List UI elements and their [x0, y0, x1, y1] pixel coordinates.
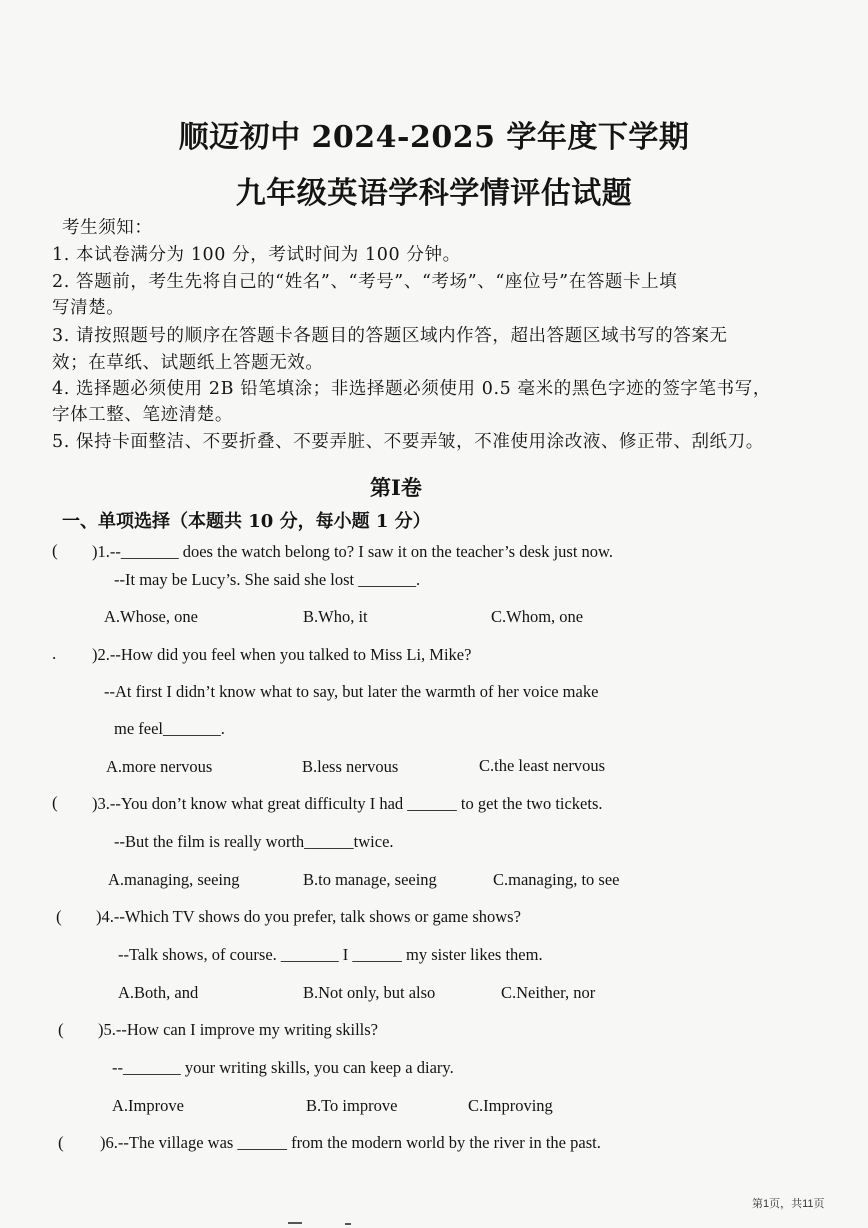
- question-2-stem: )2.--How did you feel when you talked to Miss Li, Mike?: [92, 645, 472, 664]
- notice-line-2: 2. 答题前，考生先将自己的“姓名”、“考号”、“考场”、“座位号”在答题卡上填: [52, 272, 678, 292]
- question-3-option-a: A.managing, seeing: [108, 870, 240, 889]
- question-3-reply: --But the film is really worth______twice.: [114, 832, 394, 851]
- question-1-option-b: B.Who, it: [303, 607, 368, 626]
- answer-paren: .: [52, 644, 57, 663]
- volume-title: 第I卷: [370, 475, 422, 500]
- question-5-option-a: A.Improve: [112, 1096, 184, 1115]
- answer-paren: (: [52, 793, 58, 812]
- question-3-option-c: C.managing, to see: [493, 870, 620, 889]
- notice-heading: 考生须知：: [62, 218, 153, 238]
- question-5-option-c: C.Improving: [468, 1096, 553, 1115]
- answer-paren: (: [58, 1020, 64, 1039]
- question-1-option-a: A.Whose, one: [104, 607, 198, 626]
- scan-mark: [345, 1223, 351, 1225]
- question-4-option-c: C.Neither, nor: [501, 983, 596, 1002]
- question-1-option-c: C.Whom, one: [491, 607, 584, 626]
- notice-line-1: 1. 本试卷满分为 100 分，考试时间为 100 分钟。: [52, 245, 461, 265]
- question-2-reply-cont: me feel_______.: [114, 719, 225, 738]
- question-5-option-b: B.To improve: [306, 1096, 398, 1115]
- question-2-option-c: C.the least nervous: [479, 756, 606, 775]
- question-4-reply: --Talk shows, of course. _______ I ______ my sister likes them.: [118, 945, 543, 964]
- scan-mark: [288, 1222, 302, 1224]
- question-4-stem: )4.--Which TV shows do you prefer, talk shows or game shows?: [96, 907, 521, 926]
- question-5-reply: --_______ your writing skills, you can keep a diary.: [112, 1058, 454, 1077]
- answer-paren: (: [52, 541, 58, 560]
- section-title: 一、单项选择（本题共 10 分，每小题 1 分）: [62, 511, 431, 532]
- question-2-option-a: A.more nervous: [106, 757, 213, 776]
- page-footer: 第1页，共11页: [752, 1198, 825, 1210]
- question-1-reply: --It may be Lucy’s. She said she lost _______.: [114, 570, 421, 589]
- notice-line-8: 5. 保持卡面整洁、不要折叠、不要弄脏、不要弄皱，不准使用涂改液、修正带、刮纸刀。: [52, 432, 764, 452]
- question-2-reply: --At first I didn’t know what to say, but later the warmth of her voice make: [104, 682, 599, 701]
- exam-title-line1: 顺迈初中 2024-2025 学年度下学期: [178, 120, 690, 155]
- question-3-option-b: B.to manage, seeing: [303, 870, 437, 889]
- exam-title-line2: 九年级英语学科学情评估试题: [235, 176, 633, 211]
- question-3-stem: )3.--You don’t know what great difficulty I had ______ to get the two tickets.: [92, 794, 603, 813]
- question-4-option-a: A.Both, and: [118, 983, 199, 1002]
- notice-line-3: 写清楚。: [52, 298, 125, 318]
- notice-line-7: 字体工整、笔迹清楚。: [52, 405, 233, 425]
- notice-line-4: 3. 请按照题号的顺序在答题卡各题目的答题区域内作答，超出答题区域书写的答案无: [52, 326, 728, 346]
- answer-paren: (: [58, 1133, 64, 1152]
- notice-line-6: 4. 选择题必须使用 2B 铅笔填涂；非选择题必须使用 0.5 毫米的黑色字迹的签字笔书写，: [52, 379, 771, 399]
- question-4-option-b: B.Not only, but also: [303, 983, 436, 1002]
- question-6-stem: )6.--The village was ______ from the modern world by the river in the past.: [100, 1133, 601, 1152]
- answer-paren: (: [56, 907, 62, 926]
- notice-line-5: 效；在草纸、试题纸上答题无效。: [52, 353, 324, 373]
- question-5-stem: )5.--How can I improve my writing skills?: [98, 1020, 378, 1039]
- question-1-stem: )1.--_______ does the watch belong to? I saw it on the teacher’s desk just now.: [92, 542, 613, 561]
- question-2-option-b: B.less nervous: [302, 757, 399, 776]
